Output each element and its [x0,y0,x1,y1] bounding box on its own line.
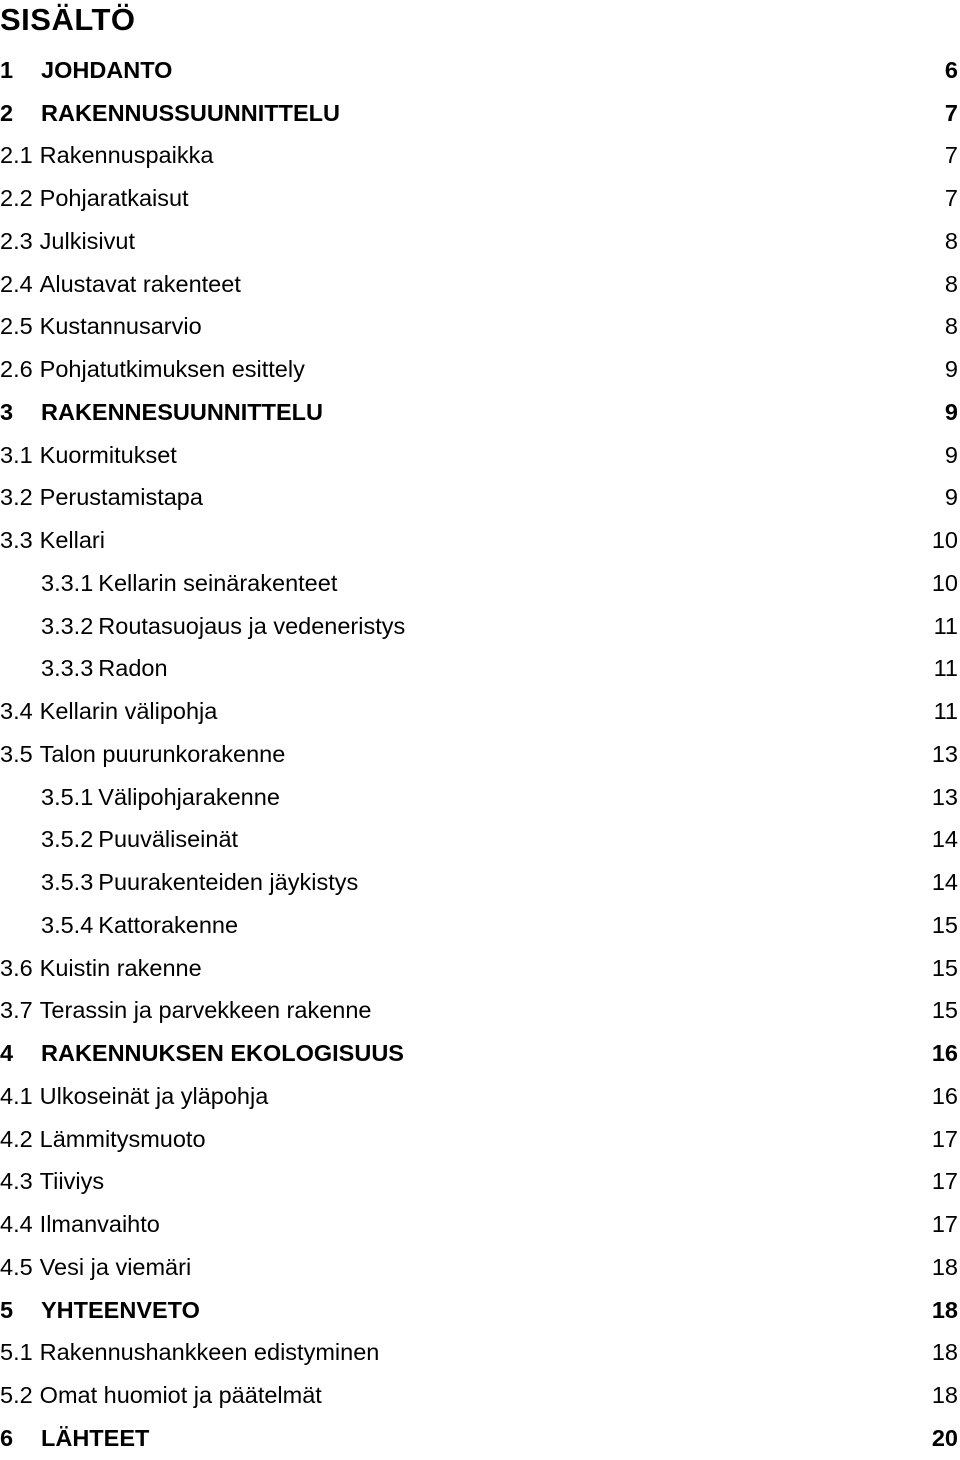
toc-entry-title: Alustavat rakenteet [39,270,241,297]
toc-entry-label [0,1254,932,1281]
toc-entry-title: Kuormitukset [39,441,177,468]
toc-entry-title: RAKENNESUUNNITTELU [41,398,323,425]
toc-entry-number: 3.3.2 [41,612,94,639]
toc-entry-title: Pohjaratkaisut [39,185,189,212]
toc-entry-number: 5.1 [0,1339,33,1366]
toc-entry-section[interactable] [0,263,960,306]
toc-entry-section[interactable] [0,733,960,776]
toc-entry-title: Omat huomiot ja päätelmät [39,1382,322,1409]
toc-entry-number: 2.2 [0,185,33,212]
toc-entry-number: 2.4 [0,270,33,297]
toc-entry-number: 3.1 [0,441,33,468]
toc-entry-page-number: 8 [944,270,958,297]
toc-entry-page-number: 11 [933,698,958,725]
toc-entry-title: Ulkoseinät ja yläpohja [39,1082,269,1109]
toc-entry-chapter[interactable] [0,391,960,434]
toc-entry-section[interactable] [0,1374,960,1417]
toc-entry-page-number: 16 [931,1040,958,1067]
toc-entry-number: 3 [0,398,14,425]
toc-entry-label [0,1083,932,1110]
toc-entry-label [0,570,932,597]
toc-entry-page-number: 18 [931,1339,958,1366]
toc-entry-section[interactable] [0,1075,960,1118]
toc-entry-number: 3.5 [0,740,33,767]
toc-entry-label [0,185,945,212]
toc-entry-title: Tiiviys [39,1168,105,1195]
toc-entry-label [0,1126,932,1153]
toc-entry-page-number: 9 [944,484,958,511]
toc-entry-subsection[interactable] [0,648,960,691]
toc-entry-number: 3.3.3 [41,655,94,682]
toc-entry-number: 2 [0,99,14,126]
toc-entry-label [0,1168,932,1195]
toc-entry-number: 4.4 [0,1211,33,1238]
toc-entry-label [0,655,934,682]
toc-entry-section[interactable] [0,434,960,477]
toc-entry-chapter[interactable] [0,1417,960,1460]
toc-entry-title: Radon [98,655,168,682]
toc-entry-page-number: 15 [931,911,958,938]
toc-entry-chapter[interactable] [0,92,960,135]
toc-entry-number: 3.3 [0,527,33,554]
toc-entry-subsection[interactable] [0,861,960,904]
toc-entry-title: Julkisivut [39,227,136,254]
toc-entry-label [0,826,932,853]
toc-entry-title: Ilmanvaihto [39,1211,160,1238]
toc-entry-number: 4 [0,1040,14,1067]
toc-heading: SISÄLTÖ [0,2,136,37]
toc-entry-label [0,1297,932,1324]
toc-entry-page-number: 10 [931,527,958,554]
toc-entry-title: Terassin ja parvekkeen rakenne [39,997,372,1024]
toc-entry-label [0,484,945,511]
toc-entry-number: 3.5.4 [41,911,94,938]
toc-entry-title: Puuväliseinät [98,826,239,853]
toc-entry-label [0,997,932,1024]
toc-entry-title: Puurakenteiden jäykistys [98,869,359,896]
toc-entry-title: Kellarin välipohja [39,698,218,725]
toc-entry-chapter[interactable] [0,1032,960,1075]
toc-entry-section[interactable] [0,1203,960,1246]
toc-entry-page-number: 14 [931,869,958,896]
toc-entry-label [0,741,932,768]
toc-entry-page-number: 10 [931,569,958,596]
toc-entry-subsection[interactable] [0,562,960,605]
toc-entry-page-number: 17 [931,1211,958,1238]
toc-entry-label [0,527,932,554]
toc-entry-section[interactable] [0,947,960,990]
toc-entry-page-number: 7 [944,142,958,169]
toc-entry-page-number: 9 [944,398,958,425]
toc-entry-label [0,271,945,298]
toc-entry-page-number: 18 [931,1382,958,1409]
toc-entry-number: 2.5 [0,313,33,340]
toc-entry-title: JOHDANTO [41,56,173,83]
toc-entry-title: Kuistin rakenne [39,954,202,981]
toc-entry-title: Pohjatutkimuksen esittely [39,356,305,383]
toc-entry-section[interactable] [0,177,960,220]
toc-entry-label [0,356,945,383]
toc-entry-page-number: 13 [931,740,958,767]
toc-entry-title: Vesi ja viemäri [39,1253,192,1280]
toc-entry-label [0,784,932,811]
toc-entry-page-number: 14 [931,826,958,853]
toc-entry-page-number: 15 [931,997,958,1024]
toc-entry-label [0,442,945,469]
toc-entry-page-number: 13 [931,783,958,810]
toc-entry-number: 3.2 [0,484,33,511]
toc-entry-title: Talon puurunkorakenne [39,740,286,767]
toc-entry-label [0,142,945,169]
toc-entry-section[interactable] [0,990,960,1033]
toc-entry-number: 2.1 [0,142,33,169]
toc-entry-number: 6 [0,1424,14,1451]
toc-entry-label [0,1425,932,1452]
toc-entry-page-number: 20 [931,1424,958,1451]
toc-entry-page-number: 8 [944,227,958,254]
toc-entry-page-number: 17 [931,1125,958,1152]
toc-entry-page-number: 16 [931,1082,958,1109]
toc-entry-title: Kellari [39,527,105,554]
toc-entry-label [0,613,934,640]
toc-entry-title: LÄHTEET [41,1424,150,1451]
toc-entry-number: 4.3 [0,1168,33,1195]
toc-entry-page-number: 7 [944,185,958,212]
toc-entry-chapter[interactable] [0,49,960,92]
toc-entry-number: 3.6 [0,954,33,981]
toc-entry-number: 4.2 [0,1125,33,1152]
toc-entry-number: 4.1 [0,1082,33,1109]
toc-entry-title: RAKENNUSSUUNNITTELU [41,99,340,126]
toc-entry-number: 3.5.3 [41,869,94,896]
toc-entry-number: 2.3 [0,227,33,254]
toc-entry-subsection[interactable] [0,605,960,648]
toc-entry-page-number: 11 [933,612,958,639]
toc-entry-number: 3.7 [0,997,33,1024]
toc-entry-number: 1 [0,56,14,83]
toc-entry-title: YHTEENVETO [41,1296,200,1323]
toc-entry-page-number: 7 [944,99,958,126]
toc-entry-title: Kustannusarvio [39,313,202,340]
toc-entry-section[interactable] [0,519,960,562]
toc-entry-page-number: 18 [931,1296,958,1323]
toc-entry-page-number: 6 [944,56,958,83]
toc-entry-subsection[interactable] [0,776,960,819]
toc-entry-chapter[interactable] [0,1289,960,1332]
toc-entry-title: Perustamistapa [39,484,203,511]
table-of-contents [0,49,960,1460]
toc-entry-section[interactable] [0,220,960,263]
toc-entry-subsection[interactable] [0,819,960,862]
toc-entry-section[interactable] [0,1161,960,1204]
toc-entry-label [0,1040,932,1067]
toc-entry-number: 3.3.1 [41,569,94,596]
toc-entry-section[interactable] [0,1332,960,1375]
toc-entry-label [0,698,934,725]
toc-entry-label [0,869,932,896]
toc-entry-section[interactable] [0,1246,960,1289]
toc-entry-label [0,313,945,340]
toc-entry-number: 5.2 [0,1382,33,1409]
toc-entry-label [0,912,932,939]
toc-entry-number: 3.4 [0,698,33,725]
toc-entry-page-number: 15 [931,954,958,981]
toc-entry-number: 3.5.1 [41,783,94,810]
toc-entry-page-number: 11 [933,655,958,682]
toc-entry-section[interactable] [0,348,960,391]
toc-entry-section[interactable] [0,306,960,349]
toc-entry-label [0,57,945,84]
toc-entry-section[interactable] [0,1118,960,1161]
toc-entry-label [0,1382,932,1409]
toc-entry-number: 2.6 [0,356,33,383]
toc-entry-title: Kellarin seinärakenteet [98,569,338,596]
toc-entry-number: 5 [0,1296,14,1323]
toc-entry-number: 4.5 [0,1253,33,1280]
toc-entry-title: RAKENNUKSEN EKOLOGISUUS [41,1040,404,1067]
toc-entry-page-number: 17 [931,1168,958,1195]
toc-entry-section[interactable] [0,135,960,178]
toc-entry-page-number: 9 [944,356,958,383]
toc-entry-label [0,100,945,127]
toc-entry-section[interactable] [0,690,960,733]
toc-entry-subsection[interactable] [0,904,960,947]
toc-entry-label [0,1211,932,1238]
toc-entry-number: 3.5.2 [41,826,94,853]
toc-entry-title: Kattorakenne [98,911,239,938]
toc-entry-title: Routasuojaus ja vedeneristys [98,612,406,639]
toc-entry-label [0,228,945,255]
toc-entry-title: Välipohjarakenne [98,783,280,810]
toc-entry-label [0,399,945,426]
toc-entry-page-number: 8 [944,313,958,340]
toc-entry-section[interactable] [0,477,960,520]
toc-entry-label [0,955,932,982]
toc-entry-title: Lämmitysmuoto [39,1125,206,1152]
toc-entry-page-number: 18 [931,1253,958,1280]
toc-entry-page-number: 9 [944,441,958,468]
toc-entry-title: Rakennuspaikka [39,142,214,169]
toc-entry-label [0,1339,932,1366]
toc-entry-title: Rakennushankkeen edistyminen [39,1339,380,1366]
